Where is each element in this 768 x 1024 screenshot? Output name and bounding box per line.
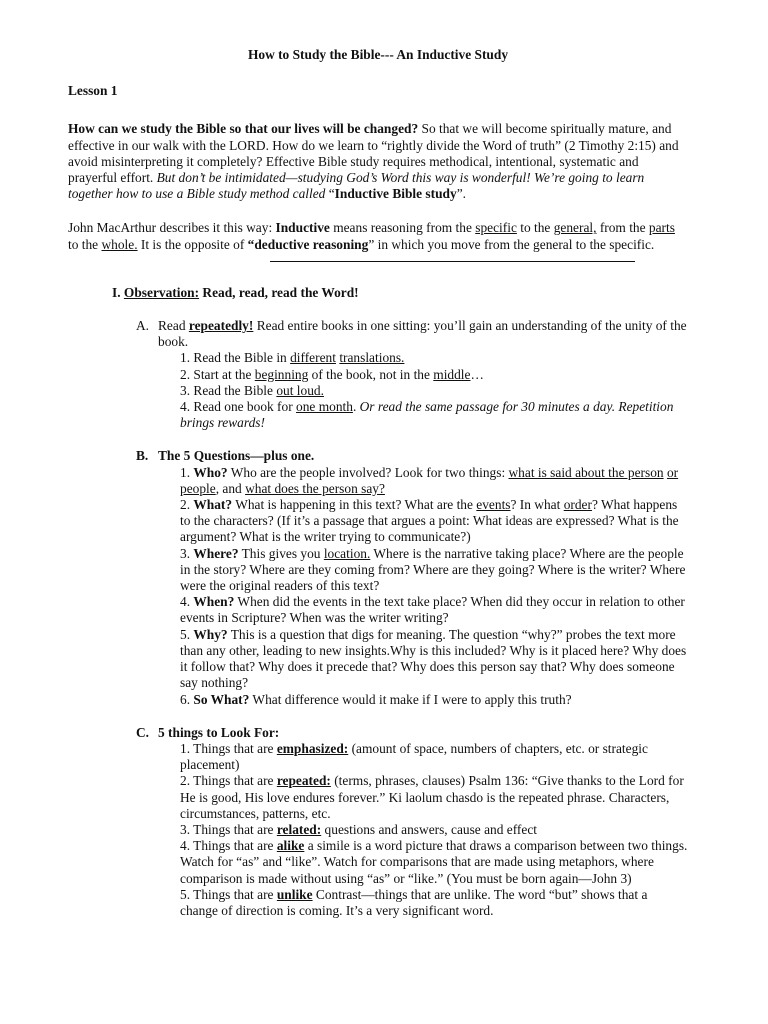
question-underlined: events: [476, 497, 511, 513]
term-middle: middle: [433, 366, 471, 382]
question-text: When did the events in the text take place? When did they occur in relation to other events in Scripture? When was the writer writing?: [180, 594, 685, 626]
term-repeated: repeated:: [276, 773, 331, 789]
intro-open-quote: “: [328, 186, 335, 202]
term-unlike: unlike: [276, 886, 313, 902]
block-a-read-repeatedly: [68, 318, 688, 431]
macarthur-paragraph: [68, 220, 688, 252]
block-a-list: [158, 350, 688, 431]
look-for-text: Contrast—things that are unlike. The word “but” shows that a change of direction is coming. It’s a very significant word.: [180, 886, 648, 918]
section-numeral: I.: [112, 284, 124, 300]
look-for-prefix: 2. Things that are: [180, 773, 277, 789]
block-c-heading: 5 things to Look For:: [158, 724, 280, 740]
look-for-text: a simile is a word picture that draws a comparison between two things. Watch for “as” and “like”. Watch for comparisons that are made using metaphors, where comparison is made without using “as” or “like.” (You must be born again—John 3): [180, 838, 688, 886]
macarthur-text-7: ” in which you move from the general to the specific.: [368, 236, 655, 252]
question-number: 3.: [180, 545, 194, 561]
question-keyword: Who?: [193, 464, 228, 480]
question-text: Where is the narrative taking place? Where are the people in the story? Where are they coming from? Where are they going? Where is the writer? Where were the original readers of this text?: [180, 545, 686, 594]
macarthur-text-1: John MacArthur describes it this way:: [68, 220, 276, 236]
term-different: different: [290, 350, 336, 366]
look-for-item: [180, 822, 688, 838]
block-c-things-to-look-for: [68, 725, 688, 919]
question-number: 4.: [180, 594, 194, 610]
intro-method-name: Inductive Bible study: [334, 186, 457, 202]
question-text: What is happening in this text? What are the: [232, 497, 477, 513]
look-for-text: questions and answers, cause and effect: [321, 821, 537, 837]
question-underlined: or people: [180, 464, 679, 496]
term-deductive-reasoning: “deductive reasoning: [247, 236, 369, 252]
term-repeatedly: repeatedly!: [188, 318, 254, 334]
term-whole: whole.: [101, 236, 138, 252]
question-why: [180, 627, 688, 692]
block-b-list: [158, 465, 688, 708]
term-translations: translations.: [339, 350, 405, 366]
document-title: How to Study the Bible--- An Inductive Study: [247, 47, 509, 62]
question-text: ? What happens to the characters? (If it’s a passage that argues a point: What ideas are expressed? What is the argument? What is the writer trying to communicate?): [180, 497, 679, 545]
intro-paragraph: [68, 121, 688, 202]
look-for-text: (amount of space, numbers of chapters, etc. or strategic placement): [180, 740, 648, 773]
question-number: 6.: [180, 691, 194, 707]
look-for-prefix: 1. Things that are: [180, 740, 277, 756]
question-what: [180, 497, 688, 546]
section-heading-keyword: Observation:: [123, 284, 200, 300]
question-text: This is a question that digs for meaning. The question “why?” probes the text more than any other, leading to new insights.Why is this included? Why is it placed here? Why does it follow that? Why does it precede that? Why does this person say that? Why does someone say nothing?: [180, 626, 687, 691]
term-one-month: one month: [296, 399, 353, 415]
question-text: What difference would it make if I were to apply this truth?: [249, 691, 572, 707]
block-a-intro: [158, 318, 688, 350]
question-underlined: what does the person say?: [245, 480, 385, 496]
list-item-italic: Or read the same passage for 30 minutes a day. Repetition brings rewards!: [180, 399, 674, 431]
question-text: ? In what: [510, 497, 564, 513]
look-for-prefix: 4. Things that are: [180, 838, 277, 854]
question-text: Who are the people involved? Look for two things:: [227, 464, 509, 480]
question-number: 2.: [180, 497, 194, 513]
look-for-text: (terms, phrases, clauses) Psalm 136: “Give thanks to the Lord for He is good, His love endures forever.” Ki laolum chasdo is the repeated phrase. Characters, circumstances, patterns, etc.: [180, 773, 684, 821]
look-for-item: [180, 838, 688, 887]
list-item-text: of the book, not in the: [308, 366, 434, 382]
list-item-text: .: [352, 399, 360, 415]
look-for-item: [180, 887, 688, 919]
look-for-item: [180, 773, 688, 822]
question-keyword: Why?: [193, 626, 228, 642]
list-item-text: …: [470, 366, 484, 382]
intro-italic: But don’t be intimidated—studying God’s Word this way is wonderful! We’re going to learn together how to use a Bible study method called: [68, 170, 645, 202]
term-alike: alike: [276, 838, 305, 854]
macarthur-text-4: from the: [596, 220, 649, 236]
question-keyword: What?: [193, 497, 233, 513]
block-a-text-2: Read entire books in one sitting: you’ll gain an understanding of the unity of the book.: [158, 318, 687, 350]
list-item: [180, 367, 688, 383]
term-inductive: Inductive: [275, 220, 330, 236]
look-for-prefix: 5. Things that are: [180, 886, 277, 902]
question-underlined: what is said about the person: [508, 464, 664, 480]
question-keyword: So What?: [193, 691, 250, 707]
block-a-text-1: Read: [158, 318, 189, 334]
lesson-heading: Lesson 1: [68, 83, 118, 99]
intro-close-quote: ”.: [456, 186, 466, 202]
question-when: [180, 594, 688, 626]
list-item: [180, 350, 688, 366]
question-number: 5.: [180, 626, 194, 642]
block-b-heading: The 5 Questions—plus one.: [158, 448, 315, 464]
intro-text: So that we will become spiritually mature, and effective in our walk with the LORD. How do we learn to “rightly divide the Word of truth” (2 Timothy 2:15) and avoid misinterpreting it completely? Effective Bible study requires methodical, intentional, systematic and prayerful effort.: [68, 121, 679, 186]
term-related: related:: [276, 821, 322, 837]
list-item: [180, 399, 688, 431]
question-text: , and: [215, 480, 246, 496]
term-emphasized: emphasized:: [276, 740, 349, 756]
block-a-letter: A.: [136, 318, 150, 334]
question-keyword: When?: [193, 594, 235, 610]
macarthur-text-2: means reasoning from the: [329, 220, 476, 236]
macarthur-text-6: It is the opposite of: [137, 236, 248, 252]
term-parts: parts: [648, 220, 675, 236]
term-out-loud: out loud.: [276, 382, 324, 398]
question-so-what: [180, 692, 688, 708]
list-item-text: 2. Start at the: [180, 366, 255, 382]
intro-question: How can we study the Bible so that our lives will be changed?: [68, 121, 419, 137]
section-heading-rest: Read, read, read the Word!: [199, 284, 359, 300]
term-general: general,: [553, 220, 597, 236]
macarthur-text-3: to the: [516, 220, 554, 236]
question-number: 1.: [180, 464, 194, 480]
question-underlined: order: [563, 497, 592, 513]
look-for-prefix: 3. Things that are: [180, 821, 277, 837]
section-observation-heading: [112, 285, 688, 301]
list-item: [180, 383, 688, 399]
block-c-letter: C.: [136, 724, 150, 740]
macarthur-text-5: to the: [68, 236, 102, 252]
horizontal-rule: [270, 261, 635, 262]
term-specific: specific: [475, 220, 517, 236]
question-where: [180, 546, 688, 595]
list-item-text: 3. Read the Bible: [180, 382, 277, 398]
question-underlined: location.: [323, 545, 371, 561]
block-b-letter: B.: [136, 448, 149, 464]
list-item-text: 4. Read one book for: [180, 399, 297, 415]
look-for-item: [180, 741, 688, 773]
block-b-five-questions: [68, 448, 688, 707]
question-who: [180, 465, 688, 497]
list-item-text: 1. Read the Bible in: [180, 350, 291, 366]
question-text: This gives you: [238, 545, 324, 561]
question-keyword: Where?: [193, 545, 239, 561]
term-beginning: beginning: [254, 366, 309, 382]
